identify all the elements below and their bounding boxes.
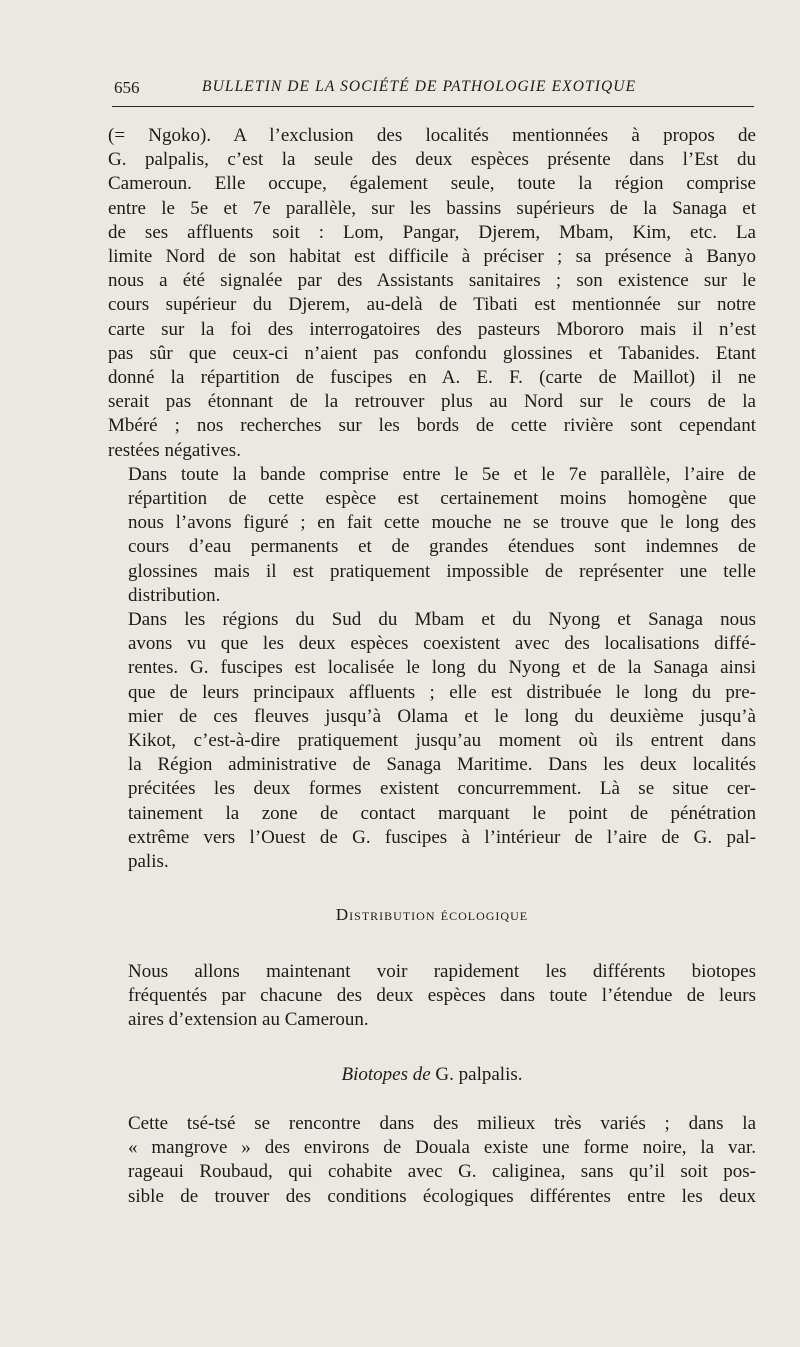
- text-line: de ses affluents soit : Lom, Pangar, Djerem, Mbam, Kim, etc. La: [108, 221, 756, 243]
- header-rule: [112, 106, 754, 107]
- text-line: glossines mais il est pratiquement impossible de représenter une telle: [128, 560, 756, 582]
- text-line: avons vu que les deux espèces coexistent avec des localisations diffé-: [128, 633, 756, 655]
- text-line: distribution.: [128, 584, 221, 606]
- text-line: mier de ces fleuves jusqu’à Olama et le long du deuxième jusqu’à: [128, 705, 756, 727]
- text-line: serait pas étonnant de la retrouver plus au Nord sur le cours de la: [108, 391, 756, 413]
- paragraph-4: [108, 960, 756, 1033]
- text-line: (= Ngoko). A l’exclusion des localités mentionnées à propos de: [108, 125, 756, 146]
- paragraph-1: [108, 124, 756, 463]
- text-line: « mangrove » des environs de Douala existe une forme noire, la var.: [128, 1137, 756, 1159]
- text-line: cours supérieur du Djerem, au-delà de Tibati est mentionnée sur notre: [108, 294, 756, 316]
- text-line: G. palpalis, c’est la seule des deux espèces présente dans l’Est du: [108, 149, 756, 171]
- text-line: palis.: [128, 851, 169, 873]
- text-line: Kikot, c’est-à-dire pratiquement jusqu’au moment où ils entrent dans: [128, 730, 756, 752]
- text-line: carte sur la foi des interrogatoires des pasteurs Mbororo mais il n’est: [108, 318, 756, 340]
- text-line: nous l’avons figuré ; en fait cette mouche ne se trouve que le long des: [128, 512, 756, 534]
- text-line: sible de trouver des conditions écologiques différentes entre les deux: [128, 1185, 756, 1207]
- text-line: que de leurs principaux affluents ; elle est distribuée le long du pre-: [128, 681, 756, 703]
- text-line: restées négatives.: [108, 439, 241, 461]
- paragraph-3: [108, 608, 756, 874]
- subheading: [108, 1064, 756, 1086]
- text-line: Dans toute la bande comprise entre le 5e et le 7e parallèle, l’aire de: [128, 463, 756, 485]
- text-line: répartition de cette espèce est certainement moins homogène que: [128, 488, 756, 510]
- paragraph-5: [108, 1112, 756, 1209]
- text-line: pas sûr que ceux-ci n’aient pas confondu glossines et Tabanides. Etant: [108, 342, 756, 364]
- text-line: entre le 5e et 7e parallèle, sur les bassins supérieurs de la Sanaga et: [108, 197, 756, 219]
- text-line: rageaui Roubaud, qui cohabite avec G. caliginea, sans qu’il soit pos-: [128, 1161, 756, 1183]
- body-text-middle: [108, 960, 756, 1033]
- text-line: limite Nord de son habitat est difficile à préciser ; sa présence à Banyo: [108, 246, 756, 268]
- body-text-lower: [108, 1112, 756, 1209]
- section-heading: Distribution écologique: [335, 905, 529, 924]
- text-line: tainement la zone de contact marquant le point de pénétration: [128, 802, 756, 824]
- page-number: 656: [114, 78, 140, 97]
- text-line: Mbéré ; nos recherches sur les bords de cette rivière sont cependant: [108, 415, 756, 437]
- text-line: précitées les deux formes existent concurremment. Là se situe cer-: [128, 778, 756, 800]
- text-line: cours d’eau permanents et de grandes étendues sont indemnes de: [128, 536, 756, 558]
- subheading-part-2: G. palpalis.: [435, 1064, 523, 1085]
- text-line: Dans les régions du Sud du Mbam et du Nyong et Sanaga nous: [128, 609, 756, 631]
- text-line: extrême vers l’Ouest de G. fuscipes à l’intérieur de l’aire de G. pal-: [128, 826, 756, 848]
- text-line: Cameroun. Elle occupe, également seule, toute la région comprise: [108, 173, 756, 195]
- text-line: aires d’extension au Cameroun.: [128, 1009, 369, 1031]
- text-line: nous a été signalée par des Assistants sanitaires ; son existence sur le: [108, 270, 756, 292]
- text-line: rentes. G. fuscipes est localisée le long du Nyong et de la Sanaga ainsi: [128, 657, 756, 679]
- text-line: fréquentés par chacune des deux espèces dans toute l’étendue de leurs: [128, 985, 756, 1007]
- text-line: Cette tsé-tsé se rencontre dans des milieux très variés ; dans la: [128, 1113, 756, 1134]
- subheading-part-1: Biotopes de: [341, 1064, 431, 1085]
- paragraph-2: [108, 463, 756, 608]
- text-line: Nous allons maintenant voir rapidement les différents biotopes: [128, 961, 756, 982]
- text-line: la Région administrative de Sanaga Maritime. Dans les deux localités: [128, 754, 756, 776]
- page-header: [114, 78, 754, 104]
- text-line: donné la répartition de fuscipes en A. E. F. (carte de Maillot) il ne: [108, 367, 756, 389]
- body-text-upper: [108, 124, 756, 874]
- running-title: BULLETIN DE LA SOCIÉTÉ DE PATHOLOGIE EXOTIQUE: [202, 78, 637, 95]
